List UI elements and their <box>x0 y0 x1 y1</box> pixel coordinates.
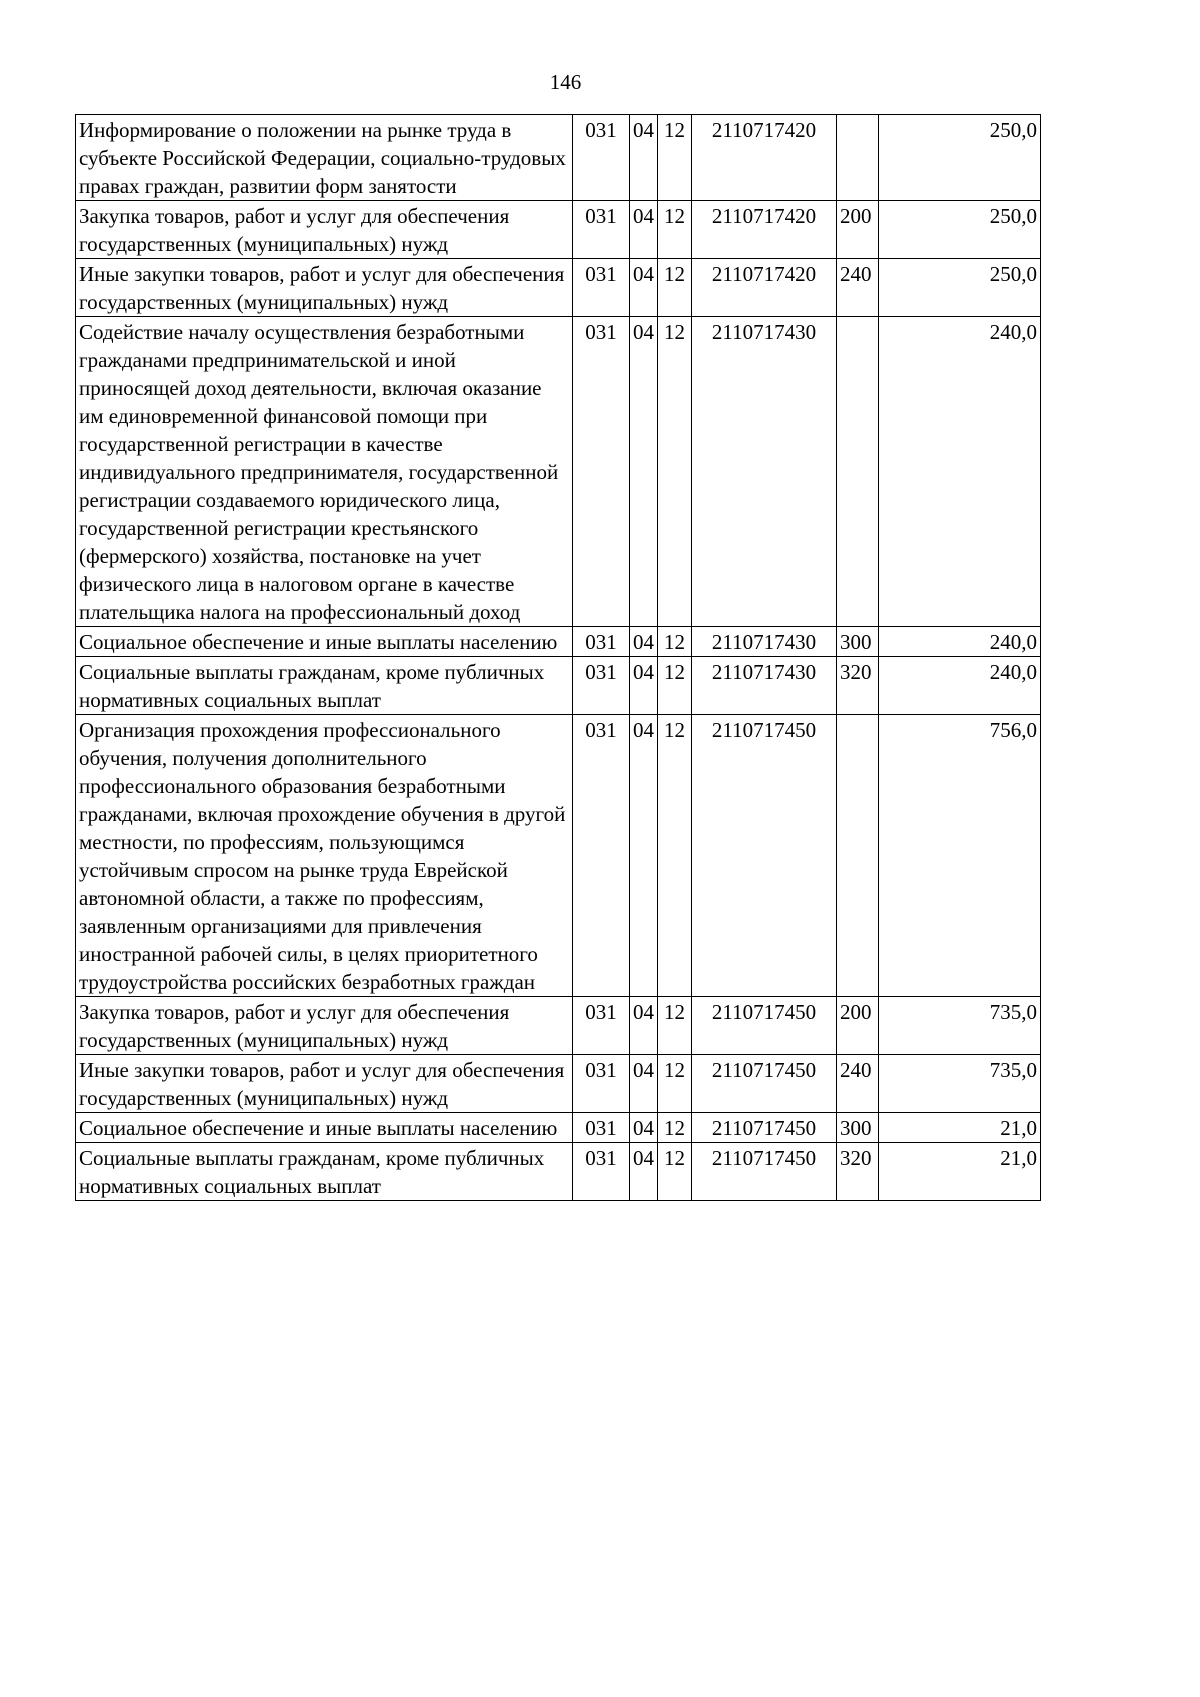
amount-cell: 250,0 <box>879 259 1041 317</box>
row-name-cell: Социальные выплаты гражданам, кроме публичных нормативных социальных выплат <box>76 657 573 715</box>
table-row <box>76 1143 1041 1201</box>
table-row <box>76 1055 1041 1113</box>
expense-type-cell <box>837 317 879 627</box>
amount-cell: 250,0 <box>879 201 1041 259</box>
budget-table <box>75 114 1041 1201</box>
target-article-cell: 2110717450 <box>692 1055 837 1113</box>
amount-cell: 756,0 <box>879 715 1041 997</box>
row-name-cell: Социальное обеспечение и иные выплаты населению <box>76 1113 573 1143</box>
target-article-cell: 2110717430 <box>692 317 837 627</box>
row-name-cell: Закупка товаров, работ и услуг для обеспечения государственных (муниципальных) нужд <box>76 201 573 259</box>
target-article-cell: 2110717450 <box>692 1143 837 1201</box>
amount-cell: 21,0 <box>879 1113 1041 1143</box>
target-article-cell: 2110717450 <box>692 997 837 1055</box>
subsection-code-cell: 12 <box>658 1143 692 1201</box>
ministry-code-cell: 031 <box>573 1113 630 1143</box>
row-name-cell: Иные закупки товаров, работ и услуг для обеспечения государственных (муниципальных) нужд <box>76 259 573 317</box>
ministry-code-cell: 031 <box>573 627 630 657</box>
subsection-code-cell: 12 <box>658 715 692 997</box>
subsection-code-cell: 12 <box>658 657 692 715</box>
target-article-cell: 2110717450 <box>692 715 837 997</box>
table-row <box>76 115 1041 201</box>
section-code-cell: 04 <box>630 627 658 657</box>
row-name-cell: Социальное обеспечение и иные выплаты населению <box>76 627 573 657</box>
section-code-cell: 04 <box>630 259 658 317</box>
expense-type-cell: 320 <box>837 657 879 715</box>
subsection-code-cell: 12 <box>658 317 692 627</box>
row-name-cell: Содействие началу осуществления безработными гражданами предпринимательской и иной приносящей доход деятельности, включая оказание им единовременной финансовой помощи при государственной регистрации в качестве индивидуального предпринимателя, государственной регистрации создаваемого юридического лица, государственной регистрации крестьянского (фермерского) хозяйства, постановке на учет физического лица в налоговом органе в качестве плательщика налога на профессиональный доход <box>76 317 573 627</box>
amount-cell: 240,0 <box>879 627 1041 657</box>
section-code-cell: 04 <box>630 201 658 259</box>
subsection-code-cell: 12 <box>658 201 692 259</box>
ministry-code-cell: 031 <box>573 201 630 259</box>
table-row <box>76 627 1041 657</box>
table-row <box>76 997 1041 1055</box>
expense-type-cell <box>837 715 879 997</box>
expense-type-cell: 240 <box>837 1055 879 1113</box>
subsection-code-cell: 12 <box>658 259 692 317</box>
subsection-code-cell: 12 <box>658 997 692 1055</box>
table-row <box>76 201 1041 259</box>
expense-type-cell <box>837 115 879 201</box>
row-name-cell: Иные закупки товаров, работ и услуг для обеспечения государственных (муниципальных) нужд <box>76 1055 573 1113</box>
expense-type-cell: 200 <box>837 997 879 1055</box>
amount-cell: 240,0 <box>879 657 1041 715</box>
ministry-code-cell: 031 <box>573 997 630 1055</box>
table-row <box>76 1113 1041 1143</box>
target-article-cell: 2110717420 <box>692 259 837 317</box>
ministry-code-cell: 031 <box>573 259 630 317</box>
target-article-cell: 2110717430 <box>692 657 837 715</box>
subsection-code-cell: 12 <box>658 1113 692 1143</box>
section-code-cell: 04 <box>630 1143 658 1201</box>
table-row <box>76 317 1041 627</box>
table-body <box>76 115 1041 1201</box>
section-code-cell: 04 <box>630 657 658 715</box>
ministry-code-cell: 031 <box>573 317 630 627</box>
table-row <box>76 715 1041 997</box>
expense-type-cell: 300 <box>837 1113 879 1143</box>
section-code-cell: 04 <box>630 1055 658 1113</box>
amount-cell: 240,0 <box>879 317 1041 627</box>
ministry-code-cell: 031 <box>573 1055 630 1113</box>
ministry-code-cell: 031 <box>573 115 630 201</box>
section-code-cell: 04 <box>630 115 658 201</box>
expense-type-cell: 200 <box>837 201 879 259</box>
section-code-cell: 04 <box>630 997 658 1055</box>
subsection-code-cell: 12 <box>658 1055 692 1113</box>
expense-type-cell: 240 <box>837 259 879 317</box>
row-name-cell: Социальные выплаты гражданам, кроме публичных нормативных социальных выплат <box>76 1143 573 1201</box>
row-name-cell: Организация прохождения профессионального обучения, получения дополнительного профессионального образования безработными гражданами, включая прохождение обучения в другой местности, по профессиям, пользующимся устойчивым спросом на рынке труда Еврейской автономной области, а также по профессиям, заявленным организациями для привлечения иностранной рабочей силы, в целях приоритетного трудоустройства российских безработных граждан <box>76 715 573 997</box>
target-article-cell: 2110717430 <box>692 627 837 657</box>
expense-type-cell: 320 <box>837 1143 879 1201</box>
ministry-code-cell: 031 <box>573 657 630 715</box>
target-article-cell: 2110717450 <box>692 1113 837 1143</box>
subsection-code-cell: 12 <box>658 115 692 201</box>
row-name-cell: Закупка товаров, работ и услуг для обеспечения государственных (муниципальных) нужд <box>76 997 573 1055</box>
amount-cell: 250,0 <box>879 115 1041 201</box>
ministry-code-cell: 031 <box>573 715 630 997</box>
amount-cell: 21,0 <box>879 1143 1041 1201</box>
subsection-code-cell: 12 <box>658 627 692 657</box>
table-row <box>76 259 1041 317</box>
section-code-cell: 04 <box>630 715 658 997</box>
table-row <box>76 657 1041 715</box>
ministry-code-cell: 031 <box>573 1143 630 1201</box>
amount-cell: 735,0 <box>879 997 1041 1055</box>
target-article-cell: 2110717420 <box>692 115 837 201</box>
row-name-cell: Информирование о положении на рынке труда в субъекте Российской Федерации, социально-трудовых правах граждан, развитии форм занятости <box>76 115 573 201</box>
amount-cell: 735,0 <box>879 1055 1041 1113</box>
expense-type-cell: 300 <box>837 627 879 657</box>
section-code-cell: 04 <box>630 317 658 627</box>
page-number: 146 <box>549 70 582 94</box>
section-code-cell: 04 <box>630 1113 658 1143</box>
target-article-cell: 2110717420 <box>692 201 837 259</box>
